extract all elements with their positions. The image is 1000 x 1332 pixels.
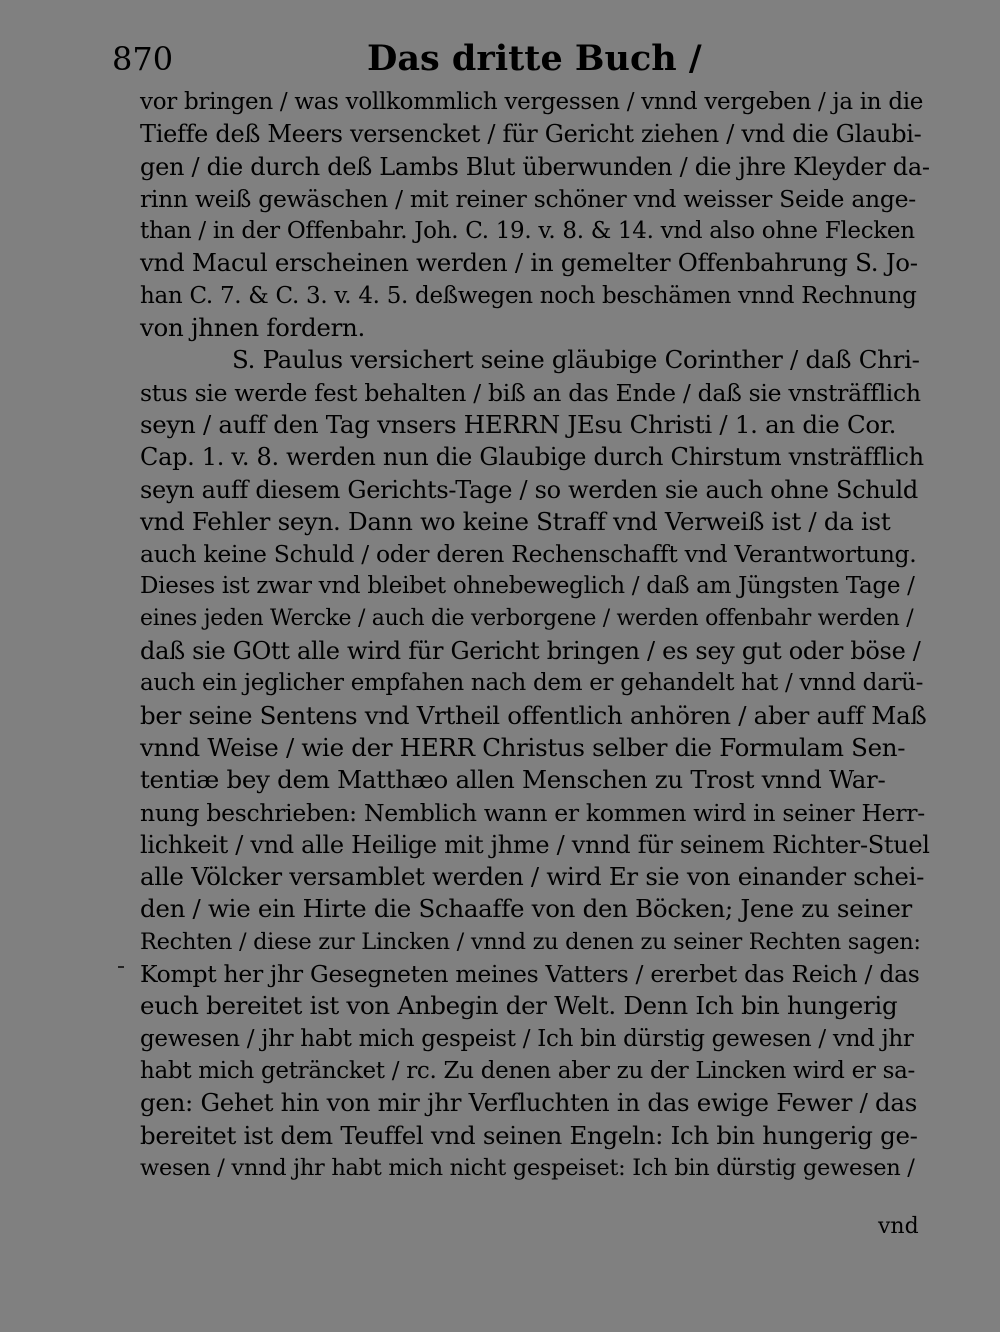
text-line: lichkeit / vnd alle Heilige mit jhme / vnnd für seinem Richter-Stuel [140, 830, 930, 859]
text-line: ber seine Sentens vnd Vrtheil offentlich anhören / aber auff Maß [140, 700, 927, 730]
paragraph-start-line: S. Paulus versichert seine gläubige Corinther / daß Chri- [232, 345, 920, 375]
page-number: 870 [112, 40, 174, 78]
text-line: than / in der Offenbahr. Joh. C. 19. v. 8. & 14. vnd also ohne Flecken [140, 218, 915, 245]
text-line: wesen / vnnd jhr habt mich nicht gespeiset: Ich bin dürstig gewesen / [140, 1154, 915, 1181]
text-line: gewesen / jhr habt mich gespeist / Ich bin dürstig gewesen / vnd jhr [140, 1025, 914, 1052]
text-line: han C. 7. & C. 3. v. 4. 5. deßwegen noch beschämen vnnd Rechnung [140, 282, 917, 309]
text-line: rinn weiß gewäschen / mit reiner schöner vnd weisser Seide ange- [140, 184, 916, 213]
text-line: gen / die durch deß Lambs Blut überwunden / die jhre Kleyder da- [140, 152, 930, 181]
text-line: tentiæ bey dem Matthæo allen Menschen zu Trost vnnd War- [140, 765, 886, 795]
text-line: seyn / auff den Tag vnsers HERRN JEsu Christi / 1. an die Cor. [140, 409, 897, 439]
page-header [112, 36, 702, 82]
body-text [140, 86, 930, 1184]
text-line: daß sie GOtt alle wird für Gericht bringen / es sey gut oder böse / [140, 637, 921, 666]
text-line: von jhnen fordern. [140, 313, 365, 343]
text-line: den / wie ein Hirte die Schaaffe von den Böcken; Jene zu seiner [140, 894, 912, 924]
text-line: auch keine Schuld / oder deren Rechenschafft vnd Verantwortung. [140, 540, 917, 569]
running-title: Das dritte Buch / [367, 38, 702, 79]
text-line: vnd Fehler seyn. Dann wo keine Straff vnd Verweiß ist / da ist [140, 506, 891, 536]
text-line: Rechten / diese zur Lincken / vnnd zu denen zu seiner Rechten sagen: [140, 928, 921, 955]
text-line: habt mich geträncket / rc. Zu denen aber zu der Lincken wird er sa- [140, 1057, 916, 1084]
text-line: bereitet ist dem Teuffel vnd seinen Engeln: Ich bin hungerig ge- [140, 1120, 918, 1150]
text-line: Tieffe deß Meers versencket / für Gericht ziehen / vnd die Glaubi- [140, 120, 922, 149]
text-line: nung beschrieben: Nemblich wann er kommen wird in seiner Herr- [140, 798, 925, 827]
text-line: Kompt her jhr Gesegneten meines Vatters / ererbet das Reich / das [140, 960, 920, 989]
text-line: euch bereitet ist von Anbegin der Welt. Denn Ich bin hungerig [140, 991, 898, 1021]
text-line: alle Völcker versamblet werden / wird Er sie von einander schei- [140, 862, 925, 892]
text-line: vor bringen / was vollkommlich vergessen / vnnd vergeben / ja in die [140, 89, 924, 115]
text-line: eines jeden Wercke / auch die verborgene / werden offenbahr werden / [140, 605, 914, 631]
text-line: vnd Macul erscheinen werden / in gemelter Offenbahrung S. Jo- [140, 248, 918, 278]
text-line: Cap. 1. v. 8. werden nun die Glaubige durch Chirstum vnsträfflich [140, 443, 924, 472]
text-line: gen: Gehet hin von mir jhr Verfluchten in das ewige Fewer / das [140, 1088, 917, 1118]
text-line: vnnd Weise / wie der HERR Christus selber die Formulam Sen- [140, 732, 906, 762]
catchword: vnd [878, 1214, 919, 1239]
text-line: Dieses ist zwar vnd bleibet ohnebeweglich / daß am Jüngsten Tage / [140, 573, 915, 600]
ink-speck [118, 966, 124, 968]
text-line: stus sie werde fest behalten / biß an das Ende / daß sie vnsträfflich [140, 378, 921, 407]
text-line: auch ein jeglicher empfahen nach dem er gehandelt hat / vnnd darü- [140, 670, 924, 697]
text-line: seyn auff diesem Gerichts-Tage / so werden sie auch ohne Schuld [140, 475, 918, 504]
